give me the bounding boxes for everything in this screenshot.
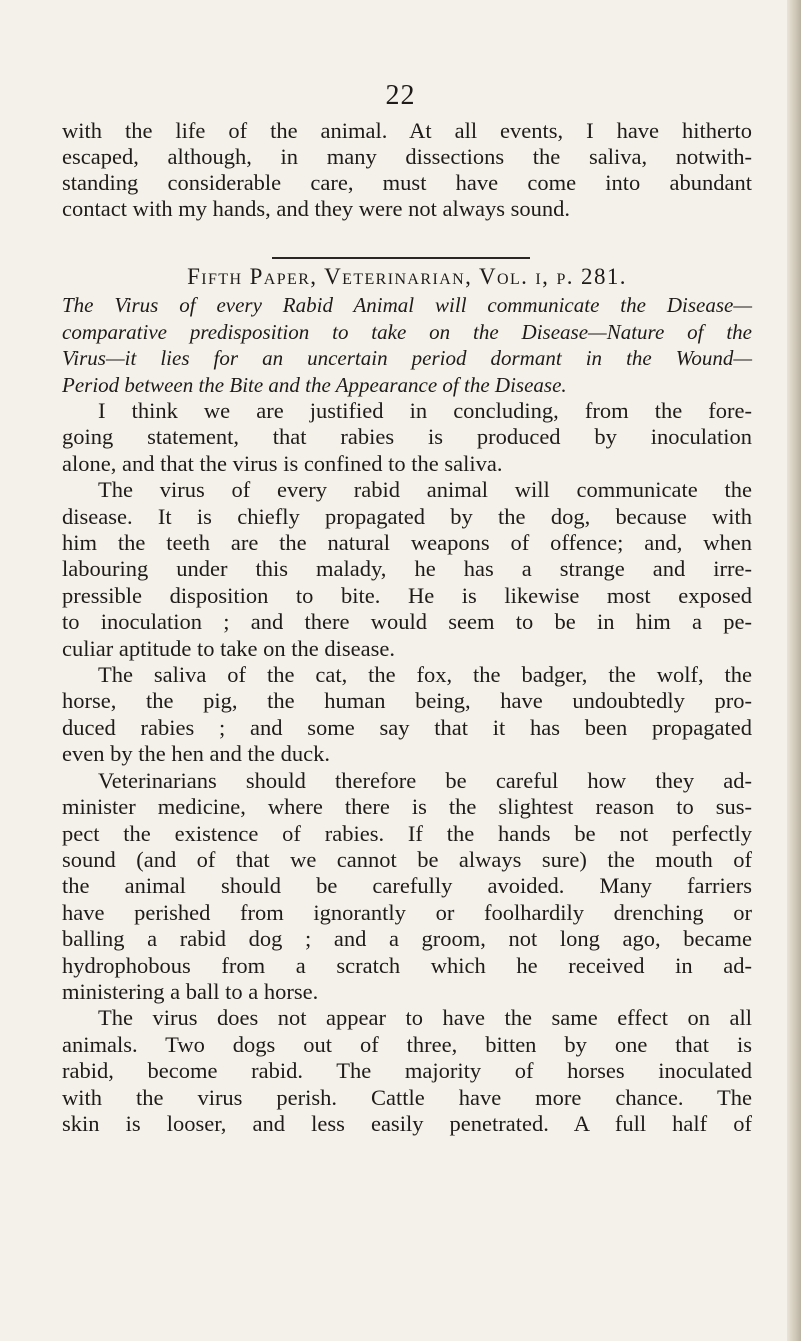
text-line: the animal should be carefully avoided. Many farriers <box>62 873 752 899</box>
text-line: The virus of every rabid animal will communicate the <box>98 477 752 503</box>
text-line: with the life of the animal. At all events, I have hitherto <box>62 118 752 143</box>
summary-line: Period between the Bite and the Appearance of the Disease. <box>62 372 567 397</box>
paragraph <box>62 1005 752 1137</box>
text-line: horse, the pig, the human being, have undoubtedly pro- <box>62 688 752 714</box>
text-line: alone, and that the virus is confined to the saliva. <box>62 450 503 476</box>
text-line: with the virus perish. Cattle have more chance. The <box>62 1084 752 1110</box>
text-line: have perished from ignorantly or foolhardily drenching or <box>62 899 752 925</box>
page-edge-shadow <box>787 0 801 1341</box>
paragraph <box>62 477 752 662</box>
text-line: I think we are justified in concluding, from the fore- <box>98 398 752 423</box>
paragraph <box>62 398 752 477</box>
text-line: labouring under this malady, he has a strange and irre- <box>62 556 752 582</box>
body-text <box>62 398 752 1137</box>
text-line: pressible disposition to bite. He is likewise most exposed <box>62 582 752 608</box>
text-line: hydrophobous from a scratch which he received in ad- <box>62 952 752 978</box>
section-summary <box>62 292 752 398</box>
text-line: pect the existence of rabies. If the hands be not perfectly <box>62 820 752 846</box>
text-line: skin is looser, and less easily penetrated. A full half of <box>62 1110 752 1136</box>
text-line: ministering a ball to a horse. <box>62 978 319 1004</box>
summary-line: The Virus of every Rabid Animal will communicate the Disease— <box>62 293 752 317</box>
text-line: rabid, become rabid. The majority of horses inoculated <box>62 1058 752 1084</box>
paragraph <box>62 768 752 1006</box>
text-line: going statement, that rabies is produced by inoculation <box>62 424 752 450</box>
text-line: escaped, although, in many dissections the saliva, notwith- <box>62 144 752 169</box>
text-line: The saliva of the cat, the fox, the badger, the wolf, the <box>98 662 752 688</box>
page-number: 22 <box>385 80 416 111</box>
summary-line: comparative predisposition to take on the Disease—Nature of the <box>62 319 752 344</box>
text-line: balling a rabid dog ; and a groom, not long ago, became <box>62 926 752 952</box>
section-divider <box>272 257 530 259</box>
text-line: standing considerable care, must have come into abundant <box>62 170 752 195</box>
text-line: The virus does not appear to have the same effect on all <box>98 1005 752 1031</box>
text-line: culiar aptitude to take on the disease. <box>62 635 396 661</box>
text-line: contact with my hands, and they were not always sound. <box>62 196 571 221</box>
text-line: duced rabies ; and some say that it has been propagated <box>62 714 752 740</box>
text-line: him the teeth are the natural weapons of offence; and, when <box>62 530 752 556</box>
text-line: minister medicine, where there is the slightest reason to sus- <box>62 794 752 820</box>
text-line: even by the hen and the duck. <box>62 741 331 767</box>
text-line: animals. Two dogs out of three, bitten by one that is <box>62 1031 752 1057</box>
continuation-paragraph <box>62 118 752 222</box>
paragraph <box>62 662 752 768</box>
text-line: Veterinarians should therefore be careful how they ad- <box>98 767 752 793</box>
text-line: disease. It is chiefly propagated by the dog, because with <box>62 503 752 529</box>
section-heading: Fifth Paper, Veterinarian, Vol. i, p. 281. <box>187 264 627 289</box>
text-line: to inoculation ; and there would seem to be in him a pe- <box>62 609 752 635</box>
text-line: sound (and of that we cannot be always sure) the mouth of <box>62 846 752 872</box>
summary-line: Virus—it lies for an uncertain period dormant in the Wound— <box>62 346 752 370</box>
